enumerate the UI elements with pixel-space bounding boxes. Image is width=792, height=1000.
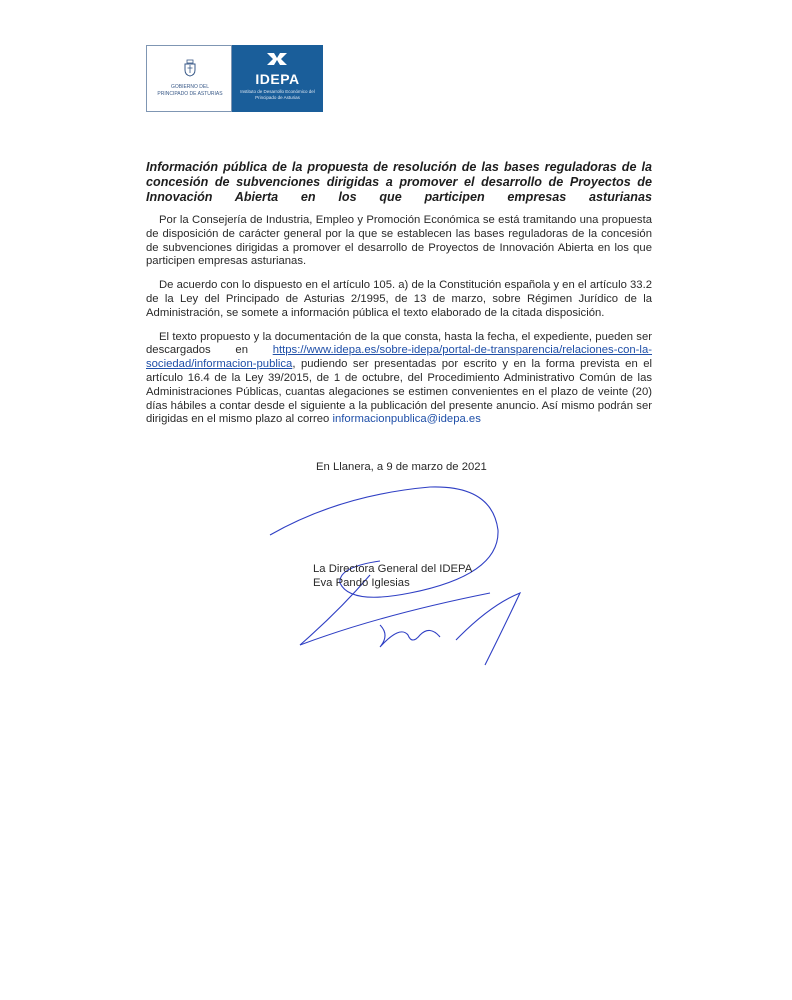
- signer-role: La Directora General del IDEPA: [313, 563, 473, 575]
- place-and-date: En Llanera, a 9 de marzo de 2021: [316, 461, 487, 473]
- paragraph-1: Por la Consejería de Industria, Empleo y Promoción Económica se está tramitando una propuesta de disposición de carácter general por la que se establecen las bases reguladoras de la concesión de subvenciones dirigidas a promover el desarrollo de Proyectos de Innovación Abierta en los que participen empresas asturianas.: [146, 214, 652, 268]
- transparency-portal-link[interactable]: https://www.idepa.es/sobre-idepa/portal-de-transparencia/relaciones-con-la-sociedad/informacion-publica: [146, 344, 652, 371]
- signer-name: Eva Pando Iglesias: [313, 577, 410, 589]
- paragraph-3-text-a: El texto propuesto y la documentación de la que consta, hasta la fecha, el expediente, pueden ser descargados en: [146, 330, 652, 357]
- idepa-mark-icon: [266, 51, 288, 67]
- paragraph-3-text-b: , pudiendo ser presentadas por escrito y en la forma prevista en el artículo 16.4 de la Ley 39/2015, de 1 de octubre, del Procedimiento Administrativo Común de las Administraciones Públicas, cuantas alegaciones se estimen convenientes en el plazo de veinte (20) días hábiles a contar desde el siguiente a la publicación del presente anuncio. Así mismo podrán ser dirigidas en el mismo plazo al correo: [146, 358, 652, 426]
- government-logo: [146, 45, 232, 112]
- paragraph-2: De acuerdo con lo dispuesto en el artículo 105. a) de la Constitución española y en el artículo 33.2 de la Ley del Principado de Asturias 2/1995, de 13 de marzo, sobre Régimen Jurídico de la Administración, se somete a información pública el texto elaborado de la citada disposición.: [146, 279, 652, 319]
- crest-icon: [183, 59, 197, 77]
- letterhead: [146, 45, 323, 112]
- document-body: [146, 214, 652, 437]
- idepa-brand-subtitle: Instituto de Desarrollo Económico del Principado de Asturias: [240, 89, 315, 100]
- idepa-logo: [232, 45, 323, 112]
- signature-block: [313, 562, 472, 590]
- contact-email[interactable]: informacionpublica@idepa.es: [332, 413, 481, 426]
- paragraph-3: [146, 331, 652, 428]
- idepa-brand-name: IDEPA: [255, 71, 300, 87]
- document-title: Información pública de la propuesta de resolución de las bases reguladoras de la concesión de subvenciones dirigidas a promover el desarrollo de Proyectos de Innovación Abierta en los que participen empresas asturianas: [146, 160, 652, 204]
- government-logo-text: GOBIERNO DEL PRINCIPADO DE ASTURIAS: [157, 84, 223, 97]
